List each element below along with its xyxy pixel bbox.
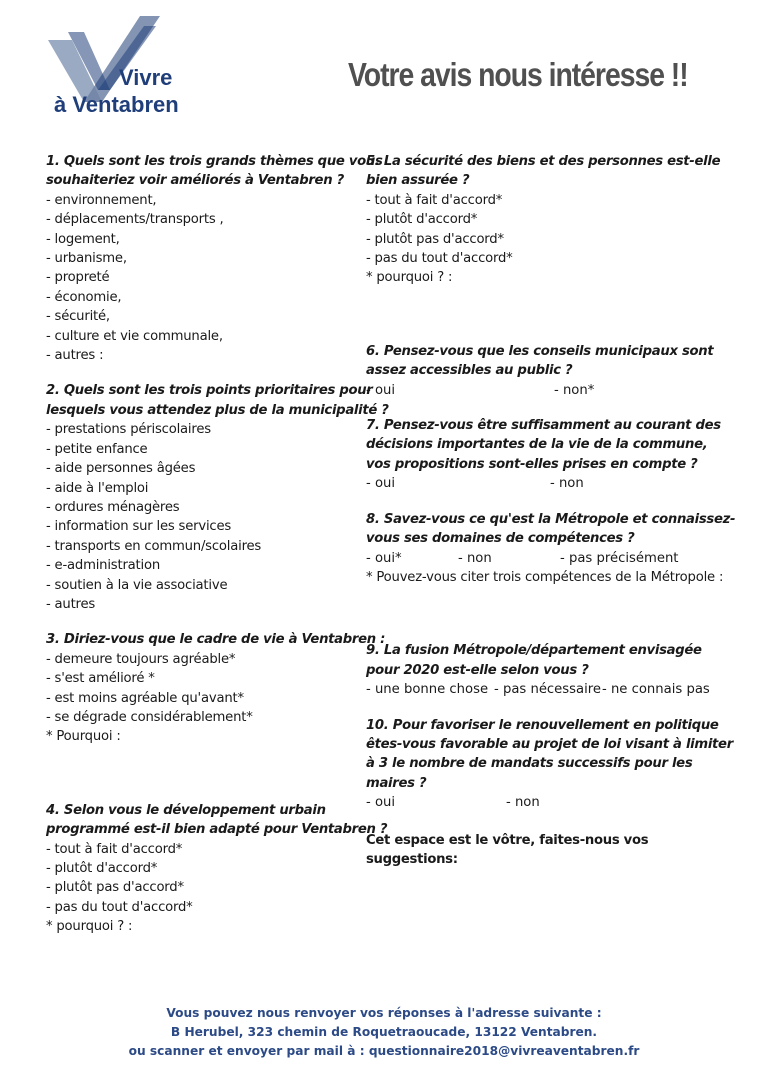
option: - petite enfance	[46, 441, 148, 457]
option: - s'est amélioré *	[46, 671, 155, 687]
left-column	[46, 152, 402, 937]
option: - ordures ménagères	[46, 499, 180, 515]
option-row	[366, 680, 736, 699]
option: - est moins agréable qu'avant*	[46, 690, 244, 706]
option-row	[366, 549, 736, 568]
question-title: 6. Pensez-vous que les conseils municipaux sont assez accessibles au public ?	[366, 343, 714, 379]
option: - oui	[366, 795, 396, 811]
option: - logement,	[46, 231, 120, 247]
page-title: Votre avis nous intéresse !!	[348, 56, 688, 93]
option: - pas nécessaire	[494, 682, 602, 698]
option: - oui	[366, 476, 396, 492]
question-title: 5. La sécurité des biens et des personnes est-elle bien assurée ?	[366, 154, 721, 189]
question-title: 2. Quels sont les trois points prioritaires pour lesquels vous attendez plus de la municipalité ?	[46, 383, 389, 418]
option: - économie,	[46, 289, 122, 305]
option: - transports en commun/scolaires	[46, 538, 262, 554]
option: * pourquoi ? :	[366, 270, 453, 286]
footer	[0, 1004, 768, 1061]
option: - tout à fait d'accord*	[46, 841, 183, 857]
question-7	[366, 416, 736, 494]
footer-email: ou scanner et envoyer par mail à : questionnaire2018@vivreaventabren.fr	[128, 1044, 640, 1058]
option: - non	[550, 476, 584, 492]
option: - une bonne chose	[366, 682, 489, 698]
option: - aide à l'emploi	[46, 480, 149, 496]
question-title: 10. Pour favoriser le renouvellement en politique êtes-vous favorable au projet de loi visant à limiter à 3 le nombre de mandats successifs pour les maires ?	[366, 717, 733, 791]
question-title: 3. Diriez-vous que le cadre de vie à Ventabren :	[46, 632, 386, 648]
option: - information sur les services	[46, 519, 232, 535]
option: - pas du tout d'accord*	[366, 251, 513, 267]
option: - déplacements/transports ,	[46, 212, 224, 228]
question-title: 7. Pensez-vous être suffisamment au courant des décisions importantes de la vie de la commune, vos propositions sont-elles prises en compte ?	[366, 418, 721, 472]
option: * pourquoi ? :	[46, 919, 133, 935]
option: - environnement,	[46, 192, 157, 208]
question-10	[366, 716, 736, 813]
option-row	[366, 381, 736, 400]
option: - sécurité,	[46, 309, 110, 325]
question-9	[366, 641, 736, 699]
option: * Pourquoi :	[46, 729, 121, 745]
question-title: 1. Quels sont les trois grands thèmes que vous souhaiteriez voir améliorés à Ventabren ?	[46, 154, 383, 189]
right-column	[366, 152, 736, 869]
option: - oui	[366, 382, 396, 398]
question-3	[46, 630, 402, 746]
logo	[44, 10, 244, 120]
option: - urbanisme,	[46, 251, 127, 267]
question-5	[366, 152, 736, 288]
option: - autres	[46, 596, 96, 612]
option: - ne connais pas	[602, 682, 710, 698]
option: - se dégrade considérablement*	[46, 709, 253, 725]
question-4	[46, 801, 402, 937]
option: - tout à fait d'accord*	[366, 192, 503, 208]
option-row	[366, 474, 736, 493]
logo-text-line2: à Ventabren	[54, 92, 179, 117]
question-title: 9. La fusion Métropole/département envisagée pour 2020 est-elle selon vous ?	[366, 643, 702, 678]
option: - pas précisément	[560, 550, 679, 566]
option: - e-administration	[46, 558, 161, 574]
option-row	[366, 793, 736, 812]
option: - culture et vie communale,	[46, 328, 223, 344]
question-1	[46, 152, 402, 365]
logo-text-line1: Vivre	[119, 65, 173, 90]
option: - aide personnes âgées	[46, 461, 196, 477]
question-6	[366, 342, 736, 400]
option: - pas du tout d'accord*	[46, 899, 193, 915]
question-8	[366, 510, 736, 588]
question-title: 4. Selon vous le développement urbain programmé est-il bien adapté pour Ventabren ?	[46, 802, 388, 838]
footer-address: B Herubel, 323 chemin de Roquetraoucade, 13122 Ventabren.	[170, 1025, 598, 1039]
option: - oui*	[366, 550, 402, 566]
option: - soutien à la vie associative	[46, 577, 228, 593]
followup-prompt: * Pouvez-vous citer trois compétences de la Métropole :	[366, 569, 724, 585]
option: - propreté	[46, 270, 110, 286]
option: - non	[506, 795, 540, 811]
suggestions-heading: Cet espace est le vôtre, faites-nous vos suggestions:	[366, 832, 649, 867]
option: - plutôt pas d'accord*	[366, 231, 504, 247]
option: - prestations périscolaires	[46, 422, 211, 438]
option: - non*	[554, 382, 595, 398]
option: - non	[458, 550, 492, 566]
option: - plutôt pas d'accord*	[46, 880, 184, 896]
option: - autres :	[46, 348, 104, 364]
question-2	[46, 381, 402, 614]
option: - plutôt d'accord*	[366, 212, 478, 228]
option: - plutôt d'accord*	[46, 861, 158, 876]
option: - demeure toujours agréable*	[46, 651, 236, 667]
footer-line: Vous pouvez nous renvoyer vos réponses à l'adresse suivante :	[166, 1006, 602, 1020]
question-title: 8. Savez-vous ce qu'est la Métropole et connaissez-vous ses domaines de compétences ?	[366, 511, 736, 547]
